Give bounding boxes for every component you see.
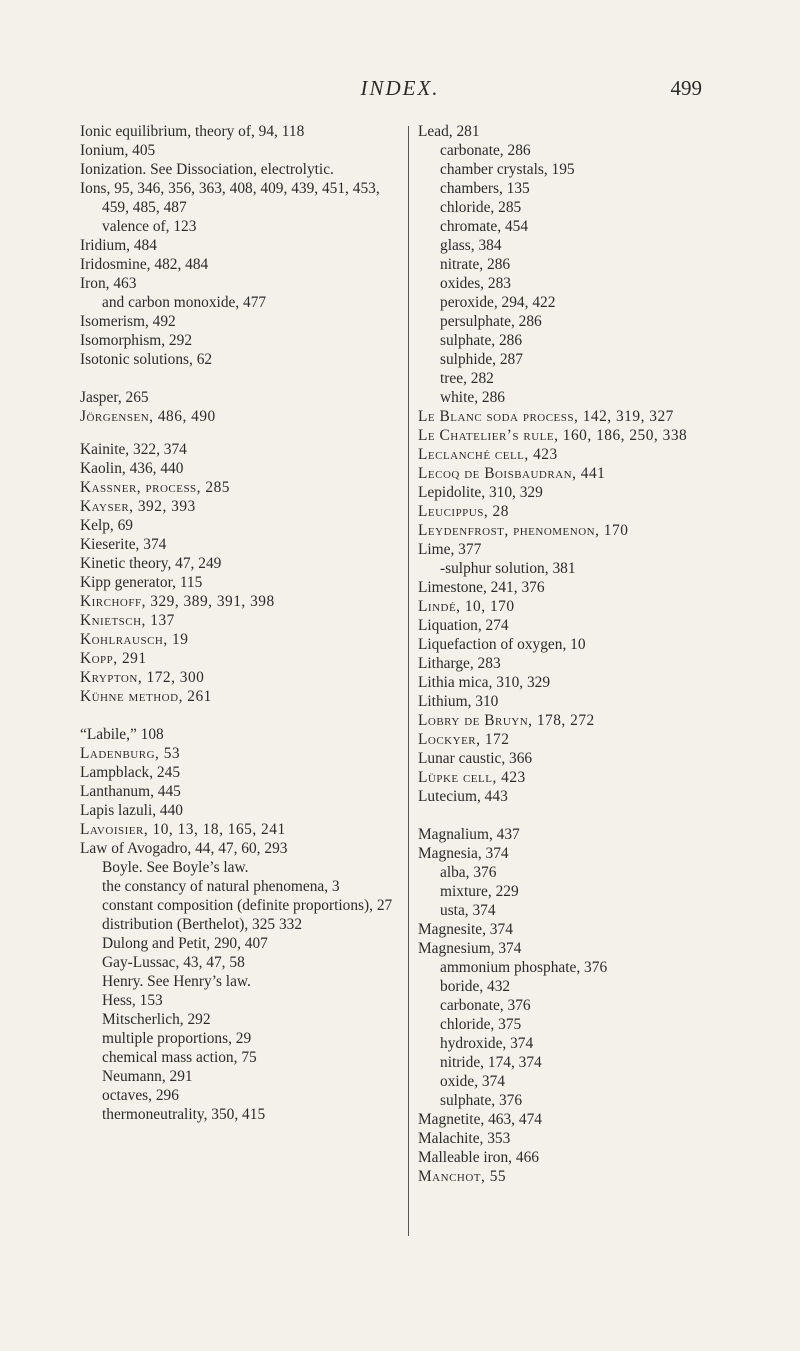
index-entry: Ionic equilibrium, theory of, 94, 118 [80, 123, 305, 140]
index-entry: Kopp, 291 [80, 650, 147, 667]
index-entry: Lunar caustic, 366 [418, 750, 533, 767]
index-entry: Limestone, 241, 376 [418, 579, 545, 596]
index-entry: Lapis lazuli, 440 [80, 802, 184, 819]
index-entry: Iridosmine, 482, 484 [80, 256, 209, 273]
index-subentry: chambers, 135 [440, 180, 530, 197]
index-entry: Malleable iron, 466 [418, 1149, 539, 1166]
index-entry: Kohlrausch, 19 [80, 631, 189, 648]
page-title: INDEX. [360, 76, 440, 100]
index-entry: Magnesium, 374 [418, 940, 522, 957]
column-divider [408, 126, 409, 1236]
index-entry: Kirchoff, 329, 389, 391, 398 [80, 593, 275, 610]
index-subentry: constant composition (definite proportions), 27 [102, 897, 393, 914]
index-subentry: peroxide, 294, 422 [440, 294, 556, 311]
index-column-left [80, 122, 402, 1124]
index-subentry: Henry. See Henry’s law. [102, 973, 251, 990]
section-gap [418, 806, 743, 825]
index-subentry: distribution (Berthelot), 325 332 [102, 916, 303, 933]
index-subentry: carbonate, 376 [440, 997, 531, 1014]
index-subentry: octaves, 296 [102, 1087, 179, 1104]
index-entry: Jörgensen, 486, 490 [80, 408, 216, 425]
index-subentry: valence of, 123 [102, 218, 197, 235]
index-subentry: -sulphur solution, 381 [440, 560, 576, 577]
index-entry: Magnesite, 374 [418, 921, 513, 938]
index-subentry: and carbon monoxide, 477 [102, 294, 267, 311]
index-entry: Liquefaction of oxygen, 10 [418, 636, 586, 653]
index-entry: Ladenburg, 53 [80, 745, 181, 762]
index-entry: Knietsch, 137 [80, 612, 175, 629]
index-entry: “Labile,” 108 [80, 726, 164, 743]
index-subentry: sulphate, 376 [440, 1092, 523, 1109]
index-subentry: white, 286 [440, 389, 505, 406]
index-subentry: tree, 282 [440, 370, 494, 387]
index-entry: Kinetic theory, 47, 249 [80, 555, 222, 572]
index-entry: Magnalium, 437 [418, 826, 520, 843]
index-entry: Manchot, 55 [418, 1168, 507, 1185]
index-entry: Lepidolite, 310, 329 [418, 484, 543, 501]
index-subentry: hydroxide, 374 [440, 1035, 534, 1052]
index-subentry: chamber crystals, 195 [440, 161, 575, 178]
index-subentry: chromate, 454 [440, 218, 529, 235]
index-entry: Magnetite, 463, 474 [418, 1111, 542, 1128]
index-entry: Le Chatelier’s rule, 160, 186, 250, 338 [418, 427, 688, 444]
page-header [0, 76, 800, 106]
section-gap [80, 706, 402, 725]
index-subentry: chloride, 285 [440, 199, 522, 216]
index-entry: Krypton, 172, 300 [80, 669, 205, 686]
index-entry: Kaolin, 436, 440 [80, 460, 184, 477]
index-subentry: Gay-Lussac, 43, 47, 58 [102, 954, 245, 971]
index-entry: Lobry de Bruyn, 178, 272 [418, 712, 595, 729]
index-subentry: persulphate, 286 [440, 313, 542, 330]
index-entry: Leydenfrost, phenomenon, 170 [418, 522, 629, 539]
index-subentry: Boyle. See Boyle’s law. [102, 859, 249, 876]
index-entry: Malachite, 353 [418, 1130, 511, 1147]
index-subentry: sulphide, 287 [440, 351, 523, 368]
section-gap [80, 426, 402, 440]
index-entry: Lutecium, 443 [418, 788, 508, 805]
index-entry: Kainite, 322, 374 [80, 441, 187, 458]
index-subentry: mixture, 229 [440, 883, 519, 900]
index-entry: Leclanché cell, 423 [418, 446, 558, 463]
index-entry: Litharge, 283 [418, 655, 501, 672]
index-entry: Kipp generator, 115 [80, 574, 203, 591]
index-entry: Lindé, 10, 170 [418, 598, 515, 615]
index-subentry: the constancy of natural phenomena, 3 [102, 878, 340, 895]
page-number: 499 [670, 76, 702, 100]
index-subentry: Hess, 153 [102, 992, 163, 1009]
index-subentry: nitride, 174, 374 [440, 1054, 542, 1071]
index-subentry: nitrate, 286 [440, 256, 511, 273]
index-entry: Lampblack, 245 [80, 764, 181, 781]
index-subentry: multiple proportions, 29 [102, 1030, 252, 1047]
index-entry: Kieserite, 374 [80, 536, 167, 553]
index-entry: Lime, 377 [418, 541, 482, 558]
index-entry: Lanthanum, 445 [80, 783, 181, 800]
index-entry: Isomorphism, 292 [80, 332, 193, 349]
index-entry: Lüpke cell, 423 [418, 769, 526, 786]
index-entry: Iridium, 484 [80, 237, 157, 254]
index-entry: Jasper, 265 [80, 389, 149, 406]
index-entry: Isotonic solutions, 62 [80, 351, 213, 368]
index-subentry: thermoneutrality, 350, 415 [102, 1106, 266, 1123]
index-subentry: Neumann, 291 [102, 1068, 193, 1085]
index-subentry: Dulong and Petit, 290, 407 [102, 935, 268, 952]
index-subentry: chemical mass action, 75 [102, 1049, 257, 1066]
index-entry: Magnesia, 374 [418, 845, 509, 862]
index-entry: Lithium, 310 [418, 693, 499, 710]
index-subentry: boride, 432 [440, 978, 511, 995]
index-entry: Lecoq de Boisbaudran, 441 [418, 465, 606, 482]
index-entry: Kayser, 392, 393 [80, 498, 196, 515]
index-entry: Kelp, 69 [80, 517, 134, 534]
index-entry: Lockyer, 172 [418, 731, 510, 748]
index-subentry: carbonate, 286 [440, 142, 531, 159]
index-entry: Ionization. See Dissociation, electrolytic. [80, 161, 334, 178]
index-subentry: usta, 374 [440, 902, 496, 919]
index-entry: Kühne method, 261 [80, 688, 212, 705]
index-entry: Ions, 95, 346, 356, 363, 408, 409, 439, 451, 453, 459, 485, 487 [80, 180, 380, 216]
index-subentry: chloride, 375 [440, 1016, 522, 1033]
index-entry: Law of Avogadro, 44, 47, 60, 293 [80, 840, 288, 857]
index-subentry: oxides, 283 [440, 275, 511, 292]
index-entry: Lithia mica, 310, 329 [418, 674, 551, 691]
index-entry: Lead, 281 [418, 123, 480, 140]
index-subentry: oxide, 374 [440, 1073, 505, 1090]
index-entry: Isomerism, 492 [80, 313, 176, 330]
index-subentry: Mitscherlich, 292 [102, 1011, 211, 1028]
index-subentry: ammonium phosphate, 376 [440, 959, 608, 976]
index-entry: Ionium, 405 [80, 142, 156, 159]
index-entry: Kassner, process, 285 [80, 479, 230, 496]
section-gap [80, 369, 402, 388]
index-subentry: alba, 376 [440, 864, 497, 881]
index-entry: Lavoisier, 10, 13, 18, 165, 241 [80, 821, 286, 838]
index-entry: Le Blanc soda process, 142, 319, 327 [418, 408, 674, 425]
index-column-right [418, 122, 743, 1186]
index-entry: Iron, 463 [80, 275, 137, 292]
index-subentry: sulphate, 286 [440, 332, 523, 349]
index-subentry: glass, 384 [440, 237, 502, 254]
index-entry: Leucippus, 28 [418, 503, 509, 520]
index-entry: Liquation, 274 [418, 617, 509, 634]
